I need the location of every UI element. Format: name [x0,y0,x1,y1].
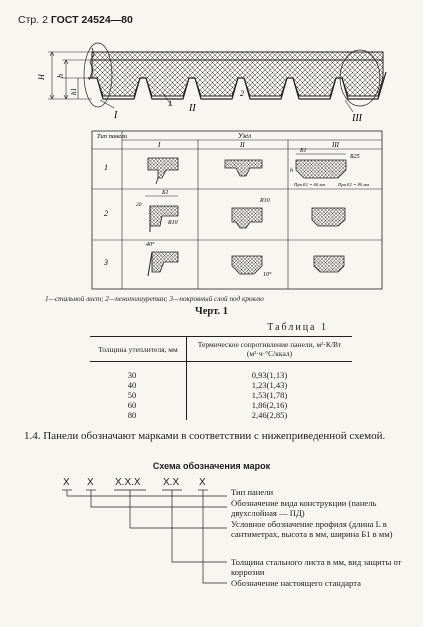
svg-text:R25: R25 [350,154,360,160]
mark-construction: X [87,477,94,488]
svg-text:При Б1 = 60 мм: При Б1 = 60 мм [294,182,326,187]
node-1-II [225,160,262,176]
col-header-thickness: Толщина утеплителя, мм [90,337,187,362]
nodes-table [0,0,423,300]
node-3-I [146,241,178,276]
callout-II: II [189,103,196,114]
dim-label-H: H [37,74,46,80]
svg-text:Тип панели [97,133,128,140]
table-title: Таблица 1 [267,322,328,333]
mark-standard: X [199,477,206,488]
table-row: 50 1,53(1,78) [90,390,352,400]
node-2-I [136,190,178,232]
row-label-3: 3 [104,258,108,267]
thermal-resistance-table [90,336,352,420]
legend-construction: Обозначение вида конструкции (панель двухслойная — ПД) [231,498,377,519]
col-header-resistance: Термическое сопротивление панели, м²·К/Вт (м²·ч·°С/ккал) [187,337,353,362]
figure-caption: 1—стальной лист; 2—пенополиуретан; 3—покровный слой под кровлю [45,295,264,303]
scheme-title: Схема обозначения марок [152,461,271,471]
callout-III: III [352,113,362,124]
callout-I: I [114,110,118,121]
col-label-III: III [332,141,339,149]
table-row: 60 1,86(2,16) [90,400,352,410]
svg-text:10°: 10° [263,272,272,278]
mark-sheet: X.X [163,477,180,488]
node-2-III [312,208,345,226]
legend-panel-type: Тип панели [231,487,274,497]
svg-text:h: h [290,168,293,174]
table-row: 40 1,23(1,43) [90,380,352,390]
svg-text:40°: 40° [146,242,155,248]
dim-label-h1: h1 [70,88,78,95]
col-label-II: II [240,141,245,149]
figure-label: Черт. 1 [195,306,228,317]
svg-text:При Б1 = 80 мм: При Б1 = 80 мм [338,182,370,187]
head-node: Узел [238,132,252,140]
paragraph-1-4: 1.4. Панели обозначают марками в соответствии с нижеприведенной схемой. [24,430,386,442]
svg-text:R10: R10 [260,198,270,204]
page-number: Стр. 2 [18,14,48,26]
row-label-2: 2 [104,209,108,218]
dim-label-h: h [56,74,65,78]
table-row: 30 0,93(1,13) [90,362,352,381]
svg-text:20: 20 [136,202,142,208]
mark-panel-type: X [63,477,70,488]
svg-text:Б1: Б1 [162,190,169,196]
legend-sheet: Толщина стального листа в мм, вид защиты от коррозии [231,557,402,578]
standard-code: ГОСТ 24524—80 [50,14,133,26]
svg-text:1: 1 [168,99,172,108]
table-row: 80 2,46(2,85) [90,410,352,420]
head-type: Тип панели [97,133,128,140]
node-1-III [290,148,369,187]
node-1-I [148,158,178,184]
col-label-I: I [158,141,161,149]
svg-text:2: 2 [240,89,244,98]
svg-text:Б1: Б1 [300,148,307,154]
row-label-1: 1 [104,163,108,172]
svg-text:R10: R10 [168,220,178,226]
legend-standard: Обозначение настоящего стандарта [231,578,361,588]
node-2-II [232,198,270,228]
legend-profile: Условное обозначение профиля (длина L в сантиметрах, высота в мм, ширина Б1 в мм) [231,519,393,540]
node-3-III [314,256,344,272]
node-3-II [232,256,272,278]
mark-profile: X.X.X [115,477,141,488]
